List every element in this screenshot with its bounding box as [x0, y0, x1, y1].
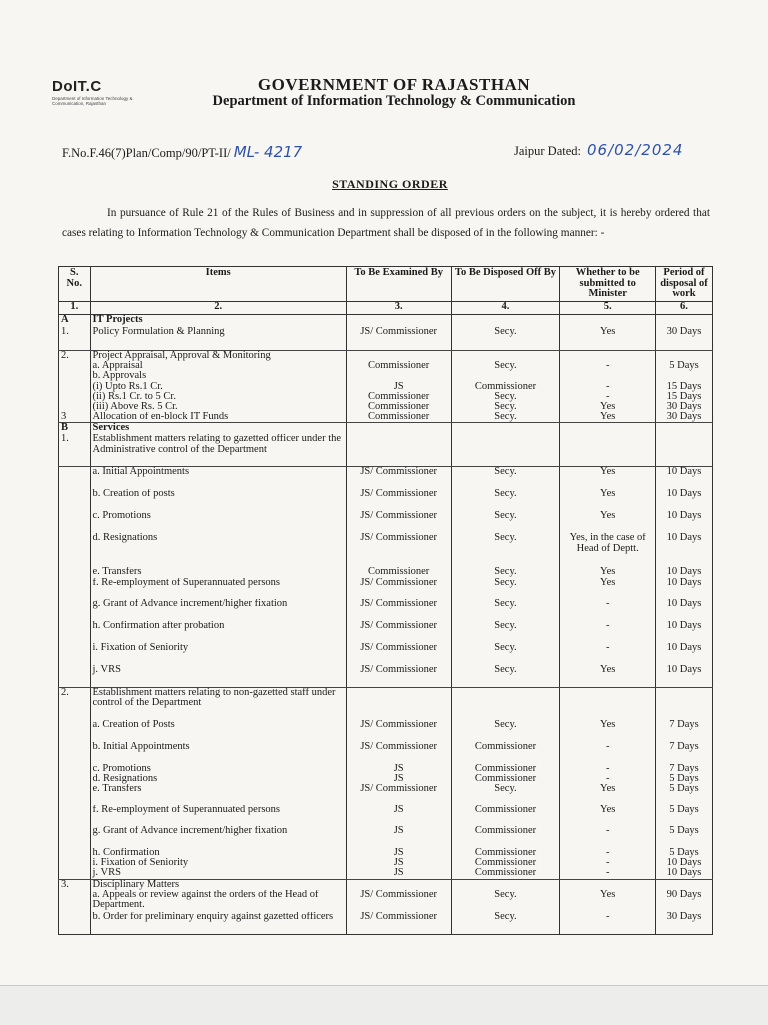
- table-row: [59, 858, 713, 868]
- row-period: 5 Days: [655, 774, 712, 784]
- table-row: [59, 392, 713, 402]
- row-disposed-by: Commissioner: [451, 848, 560, 858]
- row-item: j. VRS: [90, 868, 346, 879]
- row-period: 15 Days: [655, 382, 712, 392]
- table-row: [59, 327, 713, 351]
- row-item: c. Promotions: [90, 764, 346, 774]
- table-row: [59, 423, 713, 435]
- row-disposed-by: Secy.: [451, 643, 560, 665]
- row-minister: -: [560, 382, 656, 392]
- row-disposed-by: Secy.: [451, 890, 560, 912]
- row-disposed-by: Commissioner: [451, 742, 560, 764]
- table-row: [59, 665, 713, 688]
- row-examined-by: [346, 687, 451, 720]
- dated-label: Jaipur Dated:: [514, 144, 581, 158]
- row-item: a. Creation of Posts: [90, 720, 346, 742]
- row-examined-by: JS: [346, 382, 451, 392]
- row-examined-by: JS/ Commissioner: [346, 327, 451, 351]
- row-minister: [560, 434, 656, 467]
- row-minister: Yes: [560, 467, 656, 490]
- header-period: Period of disposal of work: [655, 267, 712, 302]
- row-period: 5 Days: [655, 805, 712, 826]
- row-disposed-by: Secy.: [451, 720, 560, 742]
- row-sno: [59, 848, 91, 858]
- row-period: 10 Days: [655, 868, 712, 879]
- header-examined-by: To Be Examined By: [346, 267, 451, 302]
- table-row: [59, 826, 713, 848]
- table-row: [59, 361, 713, 371]
- row-item: a. Appraisal: [90, 361, 346, 371]
- row-examined-by: [346, 315, 451, 328]
- row-sno: A: [59, 315, 91, 328]
- row-period: [655, 423, 712, 435]
- table-row: [59, 890, 713, 912]
- row-minister: [560, 315, 656, 328]
- header-items: Items: [90, 267, 346, 302]
- row-minister: -: [560, 826, 656, 848]
- row-period: 10 Days: [655, 578, 712, 599]
- row-sno: [59, 599, 91, 621]
- row-sno: [59, 890, 91, 912]
- table-row: [59, 412, 713, 423]
- row-minister: -: [560, 848, 656, 858]
- row-item: Project Appraisal, Approval & Monitoring: [90, 351, 346, 362]
- row-item: d. Resignations: [90, 774, 346, 784]
- row-minister: -: [560, 599, 656, 621]
- row-minister: -: [560, 912, 656, 935]
- row-disposed-by: Secy.: [451, 327, 560, 351]
- row-sno: [59, 402, 91, 412]
- row-period: [655, 371, 712, 381]
- row-item: a. Appeals or review against the orders of the Head of Department.: [90, 890, 346, 912]
- row-sno: [59, 643, 91, 665]
- row-examined-by: JS: [346, 774, 451, 784]
- row-examined-by: Commissioner: [346, 402, 451, 412]
- row-period: 10 Days: [655, 665, 712, 688]
- row-item: i. Fixation of Seniority: [90, 858, 346, 868]
- row-item: b. Order for preliminary enquiry against gazetted officers: [90, 912, 346, 935]
- colnum-1: 1.: [59, 302, 91, 315]
- row-period: 10 Days: [655, 467, 712, 490]
- row-minister: Yes: [560, 578, 656, 599]
- row-disposed-by: Secy.: [451, 402, 560, 412]
- row-disposed-by: Secy.: [451, 599, 560, 621]
- table-row: [59, 599, 713, 621]
- row-period: 10 Days: [655, 533, 712, 567]
- row-minister: -: [560, 742, 656, 764]
- row-period: [655, 687, 712, 720]
- row-minister: -: [560, 868, 656, 879]
- row-examined-by: JS/ Commissioner: [346, 533, 451, 567]
- row-disposed-by: Commissioner: [451, 826, 560, 848]
- row-disposed-by: [451, 879, 560, 890]
- row-item: f. Re-employment of Superannuated persons: [90, 805, 346, 826]
- row-period: 30 Days: [655, 912, 712, 935]
- colnum-6: 6.: [655, 302, 712, 315]
- row-examined-by: JS/ Commissioner: [346, 511, 451, 533]
- row-item: (i) Upto Rs.1 Cr.: [90, 382, 346, 392]
- row-examined-by: JS/ Commissioner: [346, 784, 451, 805]
- row-disposed-by: Secy.: [451, 912, 560, 935]
- dated-line: [514, 141, 683, 159]
- government-title: GOVERNMENT OF RAJASTHAN: [257, 75, 531, 94]
- row-period: 10 Days: [655, 489, 712, 511]
- row-examined-by: Commissioner: [346, 361, 451, 371]
- row-disposed-by: [451, 351, 560, 362]
- row-minister: -: [560, 764, 656, 774]
- row-period: 5 Days: [655, 826, 712, 848]
- row-sno: [59, 361, 91, 371]
- row-examined-by: JS/ Commissioner: [346, 665, 451, 688]
- column-number-row: [59, 302, 713, 315]
- row-period: 10 Days: [655, 599, 712, 621]
- row-minister: [560, 371, 656, 381]
- row-minister: -: [560, 621, 656, 643]
- row-examined-by: JS/ Commissioner: [346, 742, 451, 764]
- row-disposed-by: Secy.: [451, 511, 560, 533]
- row-item: b. Initial Appointments: [90, 742, 346, 764]
- row-minister: -: [560, 643, 656, 665]
- row-sno: [59, 567, 91, 577]
- row-minister: -: [560, 858, 656, 868]
- row-disposed-by: [451, 423, 560, 435]
- row-minister: Yes, in the case of Head of Deptt.: [560, 533, 656, 567]
- table-row: [59, 533, 713, 567]
- row-item: Services: [90, 423, 346, 435]
- row-period: 30 Days: [655, 412, 712, 423]
- row-disposed-by: Secy.: [451, 784, 560, 805]
- table-row: [59, 764, 713, 774]
- row-minister: Yes: [560, 327, 656, 351]
- dated-handwritten: 06/02/2024: [587, 141, 684, 159]
- row-disposed-by: Secy.: [451, 621, 560, 643]
- row-item: g. Grant of Advance increment/higher fixation: [90, 599, 346, 621]
- row-minister: Yes: [560, 412, 656, 423]
- row-minister: [560, 423, 656, 435]
- table-row: [59, 467, 713, 490]
- row-disposed-by: [451, 434, 560, 467]
- row-sno: 3: [59, 412, 91, 423]
- logo-subtext: Department of Information Technology & Communication, Rajasthan: [52, 96, 133, 106]
- row-minister: Yes: [560, 784, 656, 805]
- header-minister: Whether to be submitted to Minister: [560, 267, 656, 302]
- row-period: 7 Days: [655, 764, 712, 774]
- row-disposed-by: Secy.: [451, 533, 560, 567]
- row-disposed-by: Commissioner: [451, 774, 560, 784]
- row-sno: [59, 858, 91, 868]
- row-period: 5 Days: [655, 848, 712, 858]
- row-item: f. Re-employment of Superannuated persons: [90, 578, 346, 599]
- row-sno: [59, 826, 91, 848]
- row-disposed-by: [451, 687, 560, 720]
- row-sno: 2.: [59, 687, 91, 720]
- table-row: [59, 567, 713, 577]
- logo-mark: DoIT.C: [52, 78, 102, 95]
- row-item: IT Projects: [90, 315, 346, 328]
- row-disposed-by: Commissioner: [451, 858, 560, 868]
- row-period: 10 Days: [655, 511, 712, 533]
- row-sno: [59, 467, 91, 490]
- row-sno: [59, 511, 91, 533]
- row-item: Establishment matters relating to gazetted officer under the Administrative control of the Department: [90, 434, 346, 467]
- row-period: 90 Days: [655, 890, 712, 912]
- row-sno: [59, 784, 91, 805]
- table-row: [59, 868, 713, 879]
- row-examined-by: JS/ Commissioner: [346, 621, 451, 643]
- table-row: [59, 351, 713, 362]
- row-minister: -: [560, 774, 656, 784]
- scan-bottom-edge: [0, 985, 768, 1025]
- table-row: [59, 912, 713, 935]
- row-examined-by: JS/ Commissioner: [346, 643, 451, 665]
- table-row: [59, 848, 713, 858]
- row-period: 5 Days: [655, 784, 712, 805]
- row-period: 10 Days: [655, 567, 712, 577]
- row-disposed-by: Secy.: [451, 578, 560, 599]
- row-item: b. Approvals: [90, 371, 346, 381]
- row-item: Policy Formulation & Planning: [90, 327, 346, 351]
- table-row: [59, 805, 713, 826]
- row-sno: [59, 720, 91, 742]
- row-sno: [59, 621, 91, 643]
- row-sno: [59, 371, 91, 381]
- row-item: i. Fixation of Seniority: [90, 643, 346, 665]
- colnum-2: 2.: [90, 302, 346, 315]
- row-sno: [59, 774, 91, 784]
- file-number: [62, 143, 302, 161]
- row-minister: Yes: [560, 665, 656, 688]
- table-row: [59, 784, 713, 805]
- row-minister: [560, 687, 656, 720]
- table-row: [59, 578, 713, 599]
- row-examined-by: Commissioner: [346, 392, 451, 402]
- row-item: d. Resignations: [90, 533, 346, 567]
- file-number-prefix: F.No.F.46(7)Plan/Comp/90/PT-II/: [62, 146, 231, 160]
- row-disposed-by: Commissioner: [451, 764, 560, 774]
- row-period: [655, 351, 712, 362]
- department-title: Department of Information Technology & Communication: [212, 93, 576, 109]
- header-disposed-by: To Be Disposed Off By: [451, 267, 560, 302]
- row-sno: [59, 912, 91, 935]
- row-examined-by: JS: [346, 826, 451, 848]
- row-sno: [59, 578, 91, 599]
- row-sno: [59, 533, 91, 567]
- table-body: [59, 315, 713, 935]
- header-sno: S. No.: [59, 267, 91, 302]
- row-period: [655, 434, 712, 467]
- table-row: [59, 434, 713, 467]
- row-item: j. VRS: [90, 665, 346, 688]
- row-examined-by: JS/ Commissioner: [346, 578, 451, 599]
- row-examined-by: JS/ Commissioner: [346, 599, 451, 621]
- row-period: [655, 879, 712, 890]
- row-period: 15 Days: [655, 392, 712, 402]
- row-item: b. Creation of posts: [90, 489, 346, 511]
- row-sno: [59, 489, 91, 511]
- row-examined-by: [346, 423, 451, 435]
- row-sno: 1.: [59, 434, 91, 467]
- table-row: [59, 382, 713, 392]
- colnum-4: 4.: [451, 302, 560, 315]
- row-item: g. Grant of Advance increment/higher fixation: [90, 826, 346, 848]
- row-item: Allocation of en-block IT Funds: [90, 412, 346, 423]
- row-examined-by: JS: [346, 848, 451, 858]
- colnum-5: 5.: [560, 302, 656, 315]
- row-minister: -: [560, 392, 656, 402]
- row-period: 30 Days: [655, 327, 712, 351]
- row-examined-by: [346, 371, 451, 381]
- row-item: c. Promotions: [90, 511, 346, 533]
- row-disposed-by: Commissioner: [451, 805, 560, 826]
- row-disposed-by: Commissioner: [451, 382, 560, 392]
- row-period: 10 Days: [655, 621, 712, 643]
- row-minister: Yes: [560, 402, 656, 412]
- order-title: STANDING ORDER: [332, 177, 448, 191]
- intro-paragraph: In pursuance of Rule 21 of the Rules of Business and in suppression of all previous orders on the subject, it is hereby ordered that cases relating to Information Technology & Communication Department shall be disposed of in the following manner: -: [62, 207, 710, 239]
- row-sno: [59, 805, 91, 826]
- row-minister: Yes: [560, 489, 656, 511]
- table-row: [59, 687, 713, 720]
- row-period: 5 Days: [655, 361, 712, 371]
- row-disposed-by: Secy.: [451, 467, 560, 490]
- row-examined-by: Commissioner: [346, 412, 451, 423]
- row-disposed-by: Secy.: [451, 361, 560, 371]
- row-item: (ii) Rs.1 Cr. to 5 Cr.: [90, 392, 346, 402]
- row-minister: Yes: [560, 890, 656, 912]
- row-period: 30 Days: [655, 402, 712, 412]
- row-disposed-by: Secy.: [451, 489, 560, 511]
- row-sno: 1.: [59, 327, 91, 351]
- colnum-3: 3.: [346, 302, 451, 315]
- row-sno: [59, 665, 91, 688]
- table-row: [59, 720, 713, 742]
- row-examined-by: Commissioner: [346, 567, 451, 577]
- row-period: [655, 315, 712, 328]
- row-item: e. Transfers: [90, 567, 346, 577]
- row-item: h. Confirmation: [90, 848, 346, 858]
- disposal-table: [58, 266, 713, 935]
- row-disposed-by: Secy.: [451, 567, 560, 577]
- file-number-handwritten: ML- 4217: [233, 143, 303, 161]
- table-row: [59, 879, 713, 890]
- row-period: 7 Days: [655, 742, 712, 764]
- table-row: [59, 643, 713, 665]
- table-row: [59, 315, 713, 328]
- row-item: Establishment matters relating to non-gazetted staff under control of the Department: [90, 687, 346, 720]
- row-disposed-by: Secy.: [451, 412, 560, 423]
- row-disposed-by: Secy.: [451, 665, 560, 688]
- row-item: (iii) Above Rs. 5 Cr.: [90, 402, 346, 412]
- row-item: a. Initial Appointments: [90, 467, 346, 490]
- table-row: [59, 489, 713, 511]
- row-examined-by: JS/ Commissioner: [346, 467, 451, 490]
- row-disposed-by: [451, 371, 560, 381]
- row-examined-by: JS/ Commissioner: [346, 720, 451, 742]
- row-examined-by: JS: [346, 858, 451, 868]
- row-examined-by: JS: [346, 805, 451, 826]
- row-minister: Yes: [560, 805, 656, 826]
- row-sno: 2.: [59, 351, 91, 362]
- row-sno: [59, 742, 91, 764]
- table-row: [59, 774, 713, 784]
- row-minister: Yes: [560, 720, 656, 742]
- table-header-row: [59, 267, 713, 302]
- row-sno: B: [59, 423, 91, 435]
- row-examined-by: JS/ Commissioner: [346, 912, 451, 935]
- row-disposed-by: Commissioner: [451, 868, 560, 879]
- row-examined-by: [346, 351, 451, 362]
- table-row: [59, 742, 713, 764]
- row-sno: [59, 868, 91, 879]
- row-period: 10 Days: [655, 643, 712, 665]
- row-examined-by: JS: [346, 764, 451, 774]
- row-examined-by: JS/ Commissioner: [346, 890, 451, 912]
- row-sno: [59, 382, 91, 392]
- row-examined-by: [346, 434, 451, 467]
- row-disposed-by: Secy.: [451, 392, 560, 402]
- row-period: 7 Days: [655, 720, 712, 742]
- row-examined-by: JS/ Commissioner: [346, 489, 451, 511]
- row-disposed-by: [451, 315, 560, 328]
- row-item: h. Confirmation after probation: [90, 621, 346, 643]
- table-row: [59, 621, 713, 643]
- table-row: [59, 511, 713, 533]
- table-row: [59, 402, 713, 412]
- row-minister: Yes: [560, 511, 656, 533]
- table-row: [59, 371, 713, 381]
- row-sno: 3.: [59, 879, 91, 890]
- row-minister: [560, 879, 656, 890]
- row-item: e. Transfers: [90, 784, 346, 805]
- row-minister: Yes: [560, 567, 656, 577]
- row-period: 10 Days: [655, 858, 712, 868]
- row-minister: -: [560, 361, 656, 371]
- row-sno: [59, 764, 91, 774]
- row-minister: [560, 351, 656, 362]
- row-item: Disciplinary Matters: [90, 879, 346, 890]
- row-examined-by: JS: [346, 868, 451, 879]
- row-examined-by: [346, 879, 451, 890]
- row-sno: [59, 392, 91, 402]
